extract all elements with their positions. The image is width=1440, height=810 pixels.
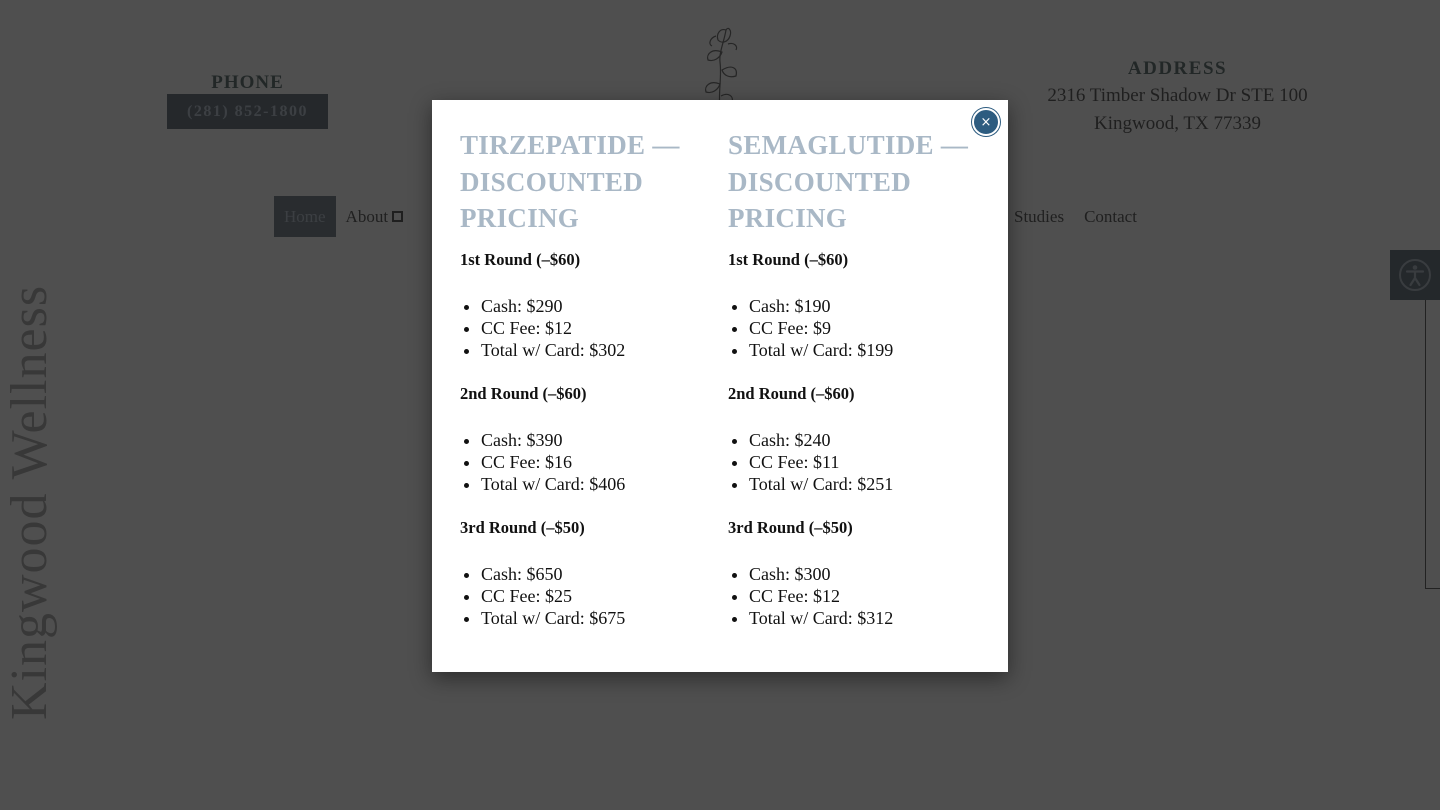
list-item: • Cash: $390 [481,429,710,451]
tirzepatide-column [460,127,710,652]
price-list [728,429,978,495]
column-title: SEMAGLUTIDE — DISCOUNTED PRICING [728,130,969,233]
round-title: 1st Round (–$60) [728,249,849,269]
round-title: 2nd Round (–$60) [460,383,587,403]
price-list [728,563,978,629]
round-title: 3rd Round (–$50) [728,517,853,537]
price-list [460,429,710,495]
close-button[interactable]: × [972,108,1000,136]
list-item: • Total w/ Card: $675 [481,607,710,629]
list-item: • Total w/ Card: $406 [481,473,710,495]
list-item: • CC Fee: $9 [749,317,978,339]
list-item: • Cash: $240 [749,429,978,451]
price-list [728,295,978,361]
list-item: • CC Fee: $25 [481,585,710,607]
list-item: • Total w/ Card: $199 [749,339,978,361]
column-title: TIRZEPATIDE — DISCOUNTED PRICING [460,130,680,233]
list-item: • Cash: $190 [749,295,978,317]
list-item: • CC Fee: $12 [749,585,978,607]
round-title: 2nd Round (–$60) [728,383,855,403]
price-list [460,563,710,629]
list-item: • CC Fee: $11 [749,451,978,473]
semaglutide-column [728,127,978,652]
list-item: • Total w/ Card: $251 [749,473,978,495]
pricing-modal [432,100,1008,672]
list-item: • Total w/ Card: $302 [481,339,710,361]
list-item: • Cash: $290 [481,295,710,317]
list-item: • Total w/ Card: $312 [749,607,978,629]
round-title: 1st Round (–$60) [460,249,581,269]
list-item: • CC Fee: $16 [481,451,710,473]
list-item: • Cash: $650 [481,563,710,585]
list-item: • Cash: $300 [749,563,978,585]
list-item: • CC Fee: $12 [481,317,710,339]
round-title: 3rd Round (–$50) [460,517,585,537]
price-list [460,295,710,361]
